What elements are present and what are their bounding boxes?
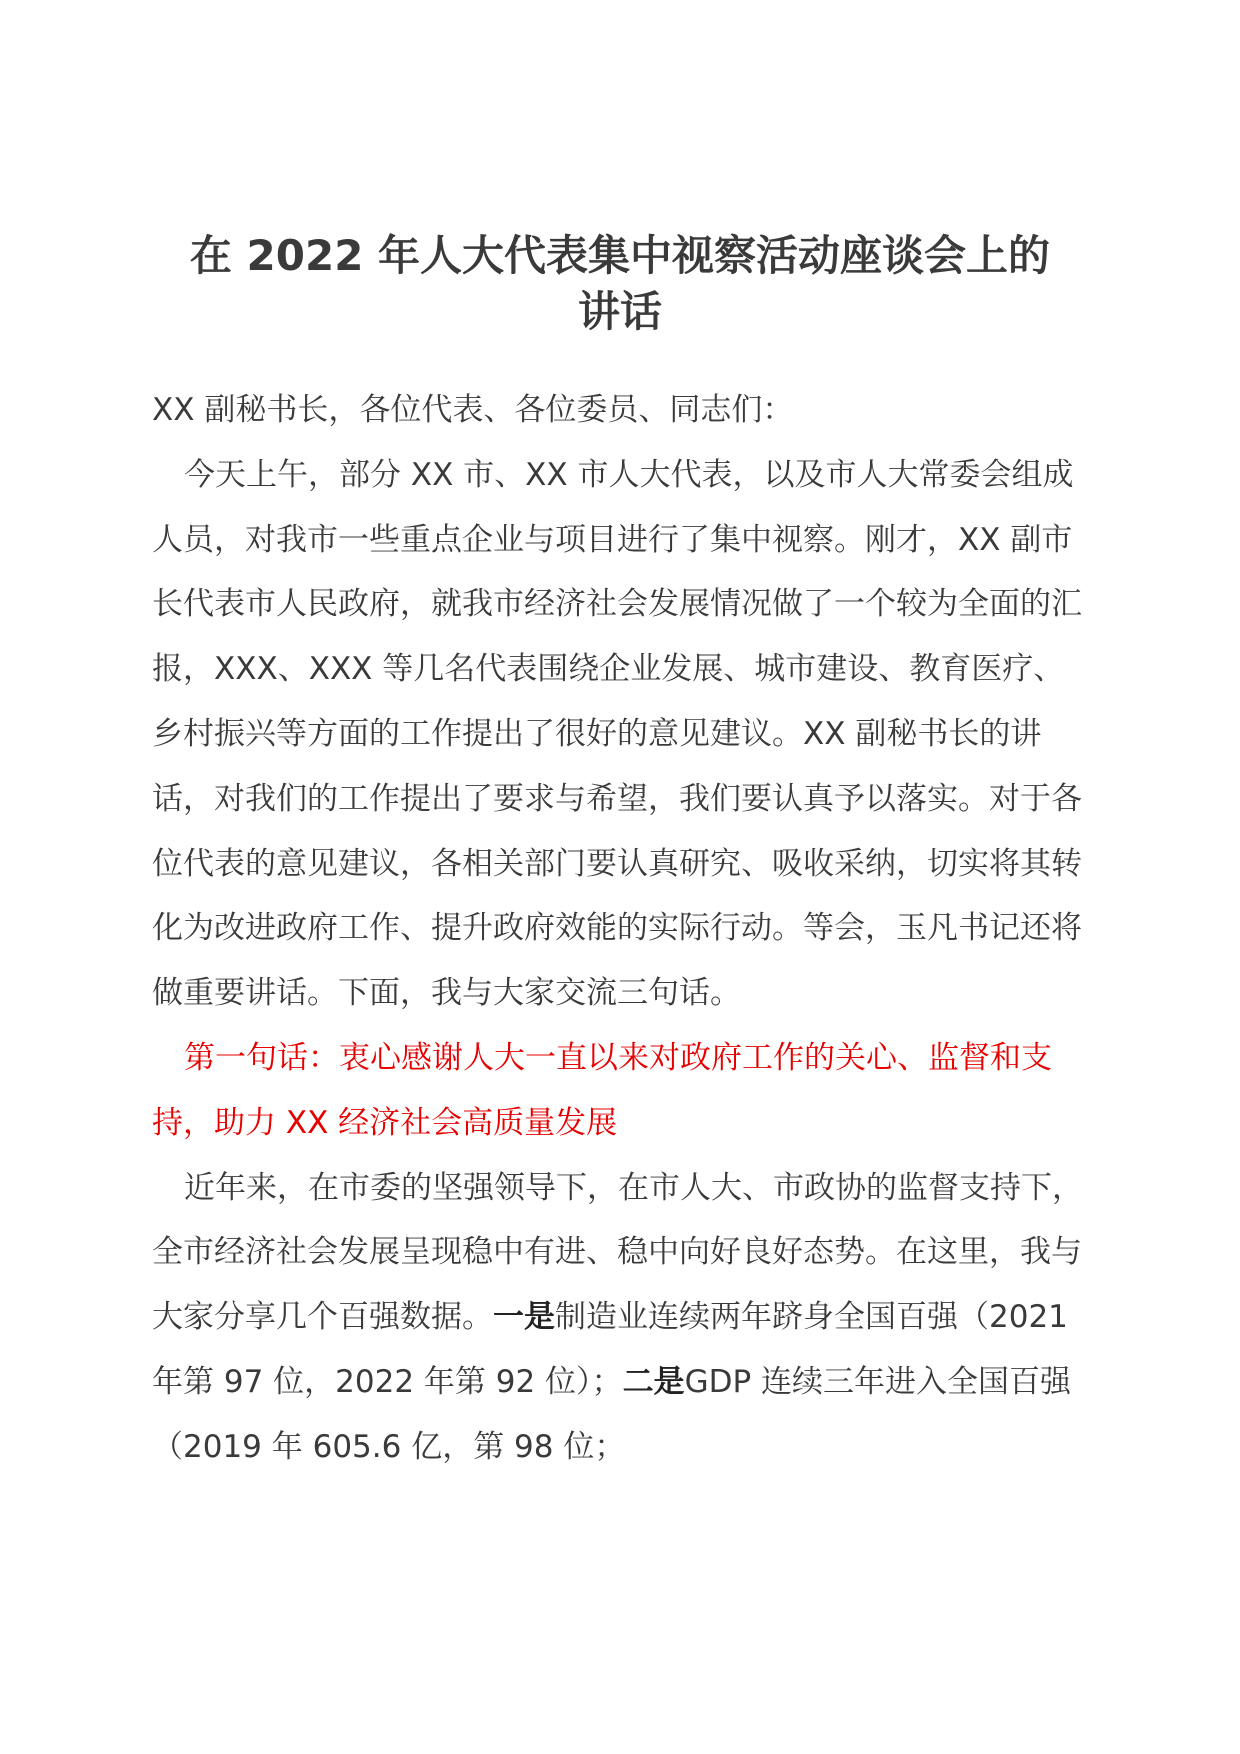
title-line-1: 在 2022 年人大代表集中视察活动座谈会上的 xyxy=(189,231,1051,280)
paragraph-text: 近年来，在市委的坚强领导下，在市人大、市政协的监督支持下，全市经济社会发展呈现稳中有进、稳中向好良好态势。在这里，我与大家分享几个百强数据。 xyxy=(152,1169,1083,1336)
document-body xyxy=(152,378,1092,1480)
paragraph-text: 制造业连续两年跻身全国百强（2021 年第 97 位，2022 年第 92 位）； xyxy=(152,1299,1068,1400)
paragraph-section-1 xyxy=(152,1156,1092,1480)
emphasis-text: 一是 xyxy=(493,1299,555,1336)
paragraph-intro: 今天上午，部分 XX 市、XX 市人大代表，以及市人大常委会组成人员，对我市一些重点企业与项目进行了集中视察。刚才，XX 副市长代表市人民政府，就我市经济社会发展情况做了一个较为全面的汇报，XXX、XXX 等几名代表围绕企业发展、城市建设、教育医疗、乡村振兴等方面的工作提出了很好的意见建议。XX 副秘书长的讲话，对我们的工作提出了要求与希望，我们要认真予以落实。对于各位代表的意见建议，各相关部门要认真研究、吸收采纳，切实将其转化为改进政府工作、提升政府效能的实际行动。等会，玉凡书记还将做重要讲话。下面，我与大家交流三句话。 xyxy=(152,456,1082,1012)
emphasis-text: 二是 xyxy=(622,1363,685,1400)
paragraph-text: GDP 连续三年进入全国百强（2019 年 605.6 亿，第 98 位； xyxy=(152,1363,1072,1465)
section-heading-1: 第一句话：衷心感谢人大一直以来对政府工作的关心、监督和支持，助力 XX 经济社会高质量发展 xyxy=(152,1039,1052,1141)
document-title xyxy=(140,228,1100,340)
salutation: XX 副秘书长，各位代表、各位委员、同志们： xyxy=(152,392,794,428)
title-line-2: 讲话 xyxy=(577,287,662,336)
